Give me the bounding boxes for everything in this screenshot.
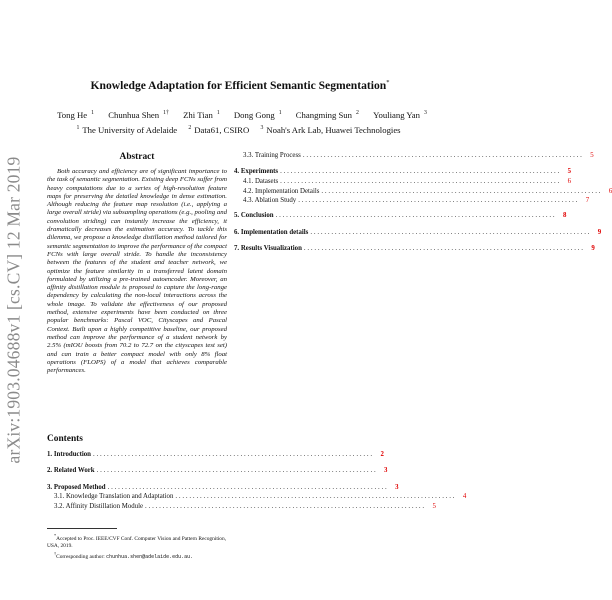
leader-dots: ................................................................................ [145,503,426,510]
arxiv-id: arXiv:1903.04688v1 [cs.CV] 12 Mar 2019 [3,156,24,464]
leader-dots: ................................................................................ [321,188,603,195]
author-list [40,107,440,122]
leader-dots: ................................................................................ [96,467,378,474]
toc-entry[interactable]: 2. Related Work ................................................................................ 3 [47,467,388,474]
toc-entry[interactable]: 3.2. Affinity Distillation Module ................................................................................ 5 [54,503,436,510]
leader-dots: ................................................................................ [275,212,557,219]
affiliation: $^1$ The University of Adelaide [76,124,178,135]
leader-dots: ................................................................................ [310,229,592,236]
affiliation: $^2$ Data61, CSIRO [188,124,250,135]
author: Tong He $^1$ [57,109,95,120]
footnote-rule [47,528,117,529]
affiliation: $^3$ Noah's Ark Lab, Huawei Technologies [260,124,401,135]
toc-entry[interactable]: 5. Conclusion ................................................................................ 8 [234,212,567,219]
title-text: Knowledge Adaptation for Efficient Semantic Segmentation [90,79,387,92]
toc-entry[interactable]: 3.1. Knowledge Translation and Adaptation ................................................................................ 4 [54,493,467,500]
paper-title [40,79,440,92]
leader-dots: ................................................................................ [302,152,584,159]
contents-heading: Contents [47,434,83,444]
toc-entry[interactable]: 4.3. Ablation Study ................................................................................ 7 [243,197,590,204]
toc-entry[interactable]: 4. Experiments ................................................................................ 5 [234,168,571,175]
abstract-heading: Abstract [119,152,155,162]
toc-entry[interactable]: 4.1. Datasets ................................................................................ 6 [243,178,572,185]
toc-entry[interactable]: 7. Results Visualization ................................................................................ 9 [234,245,595,252]
leader-dots: ................................................................................ [107,484,389,491]
toc-entry[interactable]: 3.3. Training Process ................................................................................ 5 [243,152,594,159]
abstract-text: Both accuracy and efficiency are of significant importance to the task of semantic segmentation. Existing deep FCNs suffer from heavy computations due to a series of high-resolution feature maps for preserving the detailed knowledge in dense estimation. Although reducing the feature map resolution (i.e., applying a large overall stride) via subsampling operations (e.g., pooling and convolution striding) can instantly increase the efficiency, it dramatically decreases the estimation accuracy. To tackle this dilemma, we propose a knowledge distillation method tailored for semantic segmentation to improve the performance of the compact FCNs with large overall stride. To handle the inconsistency between the features of the student and teacher network, we optimize the feature similarity in a transferred latent domain formulated by utilizing a pre-trained autoencoder. Moreover, an affinity distillation module is proposed to capture the long-range dependency by calculating the non-local interactions across the whole image. To validate the effectiveness of our proposed method, extensive experiments have been conducted on three popular benchmarks: Pascal VOC, Cityscapes and Pascal Context. Built upon a highly competitive baseline, our proposed method can improve the performance of a student network by 2.5% (mIOU boosts from 70.2 to 72.7 on the cityscapes test set) and can train a better compact model with only 8% float operations (FLOPS) of a model that achieves comparable performances. [47,168,227,375]
author-block [40,107,440,137]
leader-dots: ................................................................................ [303,245,585,252]
author: Dong Gong $^1$ [233,109,282,120]
author: Zhi Tian $^1$ [183,109,220,120]
toc-entry[interactable]: 1. Introduction ................................................................................ 2 [47,451,384,458]
leader-dots: ................................................................................ [280,168,561,175]
footnote-corresponding: †Corresponding author: chunhua.shen@adelaide.edu.au. [54,551,194,560]
leader-dots: ................................................................................ [280,178,562,185]
leader-dots: ................................................................................ [93,451,374,458]
footnote-accepted: *Accepted to Proc. IEEE/CVF Conf. Computer Vision and Pattern Recognition, USA, 2019. [47,533,227,549]
author: Changming Sun $^2$ [295,109,359,120]
title-footnote-mark: * [386,79,390,86]
author: Chunhua Shen $^{1\dagger}$ [108,109,169,120]
toc-entry[interactable]: 3. Proposed Method ................................................................................ 3 [47,484,399,491]
toc-entry[interactable]: 6. Implementation details ................................................................................ 9 [234,229,602,236]
arxiv-stamp [4,150,24,470]
leader-dots: ................................................................................ [175,493,457,500]
toc-entry[interactable]: 4.2. Implementation Details ................................................................................ 6 [243,188,612,195]
affiliation-list [40,122,440,137]
leader-dots: ................................................................................ [298,197,580,204]
author: Youliang Yan $^3$ [373,109,427,120]
footnotes [47,532,229,561]
email-link[interactable]: chunhua.shen@adelaide.edu.au. [106,554,194,560]
